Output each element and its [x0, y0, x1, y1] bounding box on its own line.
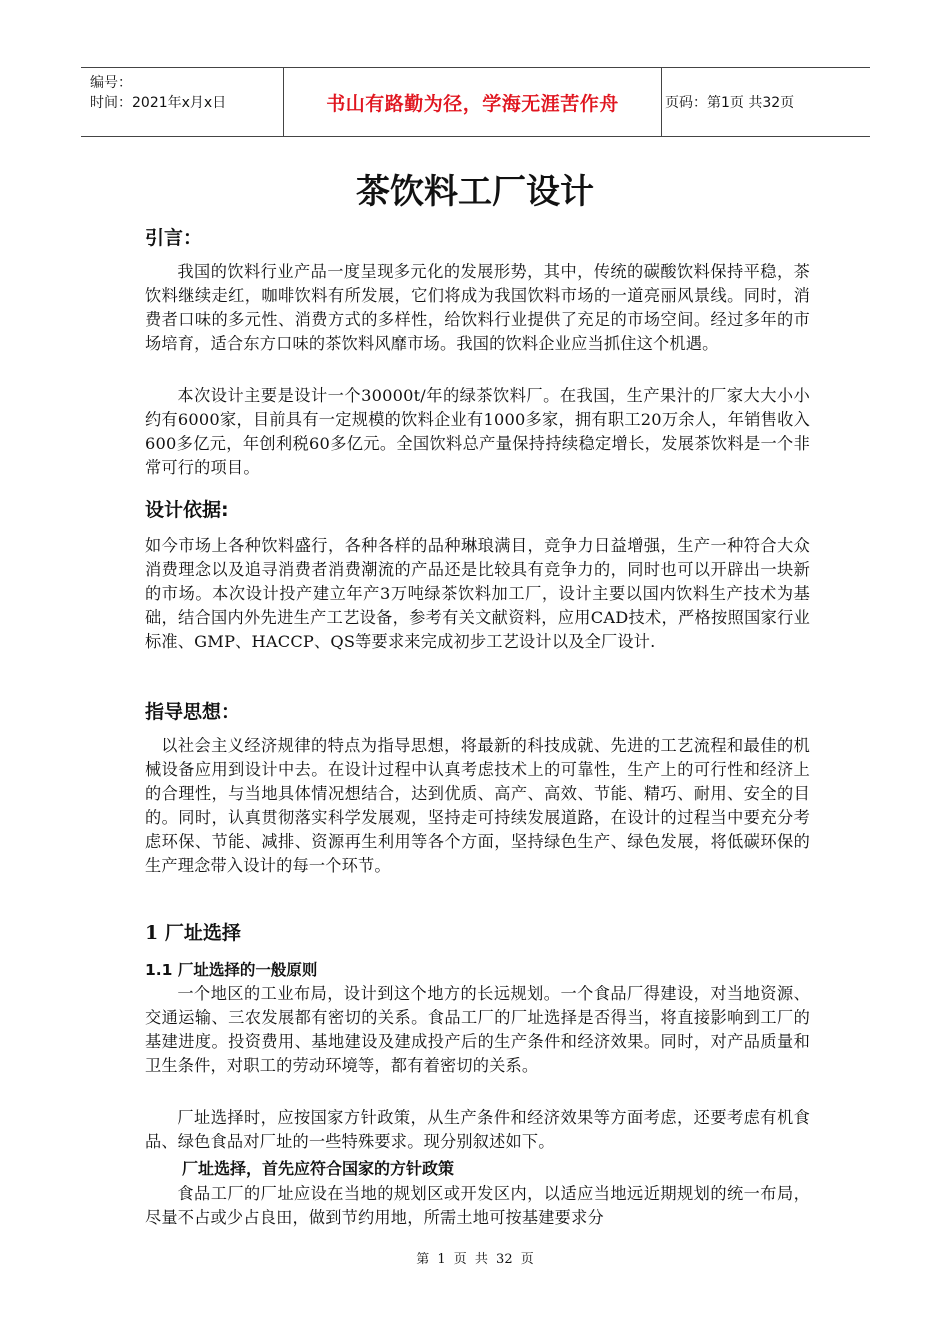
document-header — [81, 67, 870, 137]
guiding-heading: 指导思想： — [145, 701, 241, 723]
motto-text: 书山有路勤为径，学海无涯苦作舟 — [326, 92, 619, 115]
intro-heading: 引言： — [145, 227, 203, 249]
guiding-paragraph: 以社会主义经济规律的特点为指导思想，将最新的科技成就、先进的工艺流程和最佳的机械设备应用到设计中去。在设计过程中认真考虑技术上的可靠性，生产上的可行性和经济上的合理性，与当地具体情况想结合，达到优质、高产、高效、节能、精巧、耐用、安全的目的。同时，认真贯彻落实科学发展观，坚持走可持续发展道路，在设计的过程当中要充分考虑环保、节能、减排、资源再生利用等各个方面，坚持绿色生产、绿色发展，将低碳环保的生产理念带入设计的每一个环节。 — [145, 736, 810, 875]
site-heading: 1 厂址选择 — [145, 922, 241, 944]
site-sub-heading: 1.1 厂址选择的一般原则 — [145, 961, 318, 979]
header-meta — [81, 68, 281, 136]
time-label: 时间：2021年x月x日 — [90, 95, 227, 111]
page-info: 页码：第1页 共32页 — [665, 95, 795, 111]
intro-paragraph-2: 本次设计主要是设计一个30000t/年的绿茶饮料厂。在我国，生产果汁的厂家大大小小约有6000家，目前具有一定规模的饮料企业有1000多家，拥有职工20万余人，年销售收入600多亿元，年创利税60多亿元。全国饮料总产量保持持续稳定增长，发展茶饮料是一个非常可行的项目。 — [145, 386, 810, 477]
site-paragraph-3: 食品工厂的厂址应设在当地的规划区或开发区内，以适应当地远近期规划的统一布局，尽量不占或少占良田，做到节约用地，所需土地可按基建要求分 — [145, 1184, 810, 1227]
basis-heading: 设计依据: — [145, 499, 229, 521]
page-footer: 第 1 页 共 32 页 — [416, 1252, 534, 1267]
site-bold-line: 厂址选择，首先应符合国家的方针政策 — [182, 1159, 455, 1178]
basis-paragraph: 如今市场上各种饮料盛行，各种各样的品种琳琅满目，竞争力日益增强，生产一种符合大众消费理念以及追寻消费者消费潮流的产品还是比较具有竞争力的，同时也可以开辟出一块新的市场。本次设计投产建立年产3万吨绿茶饮料加工厂，设计主要以国内饮料生产技术为基础，结合国内外先进生产工艺设备，参考有关文献资料，应用CAD技术，严格按照国家行业标准、GMP、HACCP、QS等要求来完成初步工艺设计以及全厂设计. — [145, 536, 810, 651]
header-motto-cell — [283, 68, 662, 136]
intro-paragraph-1: 我国的饮料行业产品一度呈现多元化的发展形势，其中，传统的碳酸饮料保持平稳，茶饮料继续走红，咖啡饮料有所发展，它们将成为我国饮料市场的一道亮丽风景线。同时，消费者口味的多元性、消费方式的多样性，给饮料行业提供了充足的市场空间。经过多年的市场培育，适合东方口味的茶饮料风靡市场。我国的饮料企业应当抓住这个机遇。 — [145, 262, 810, 353]
site-paragraph-2: 厂址选择时，应按国家方针政策，从生产条件和经济效果等方面考虑，还要考虑有机食品、绿色食品对厂址的一些特殊要求。现分别叙述如下。 — [145, 1108, 810, 1151]
number-label: 编号： — [90, 75, 132, 91]
header-page-cell — [661, 68, 870, 136]
site-paragraph-1: 一个地区的工业布局，设计到这个地方的长远规划。一个食品厂得建设，对当地资源、交通运输、三农发展都有密切的关系。食品工厂的厂址选择是否得当，将直接影响到工厂的基建进度。投资费用、基地建设及建成投产后的生产条件和经济效果。同时，对产品质量和卫生条件，对职工的劳动环境等，都有着密切的关系。 — [145, 984, 810, 1075]
document-title: 茶饮料工厂设计 — [356, 172, 594, 212]
